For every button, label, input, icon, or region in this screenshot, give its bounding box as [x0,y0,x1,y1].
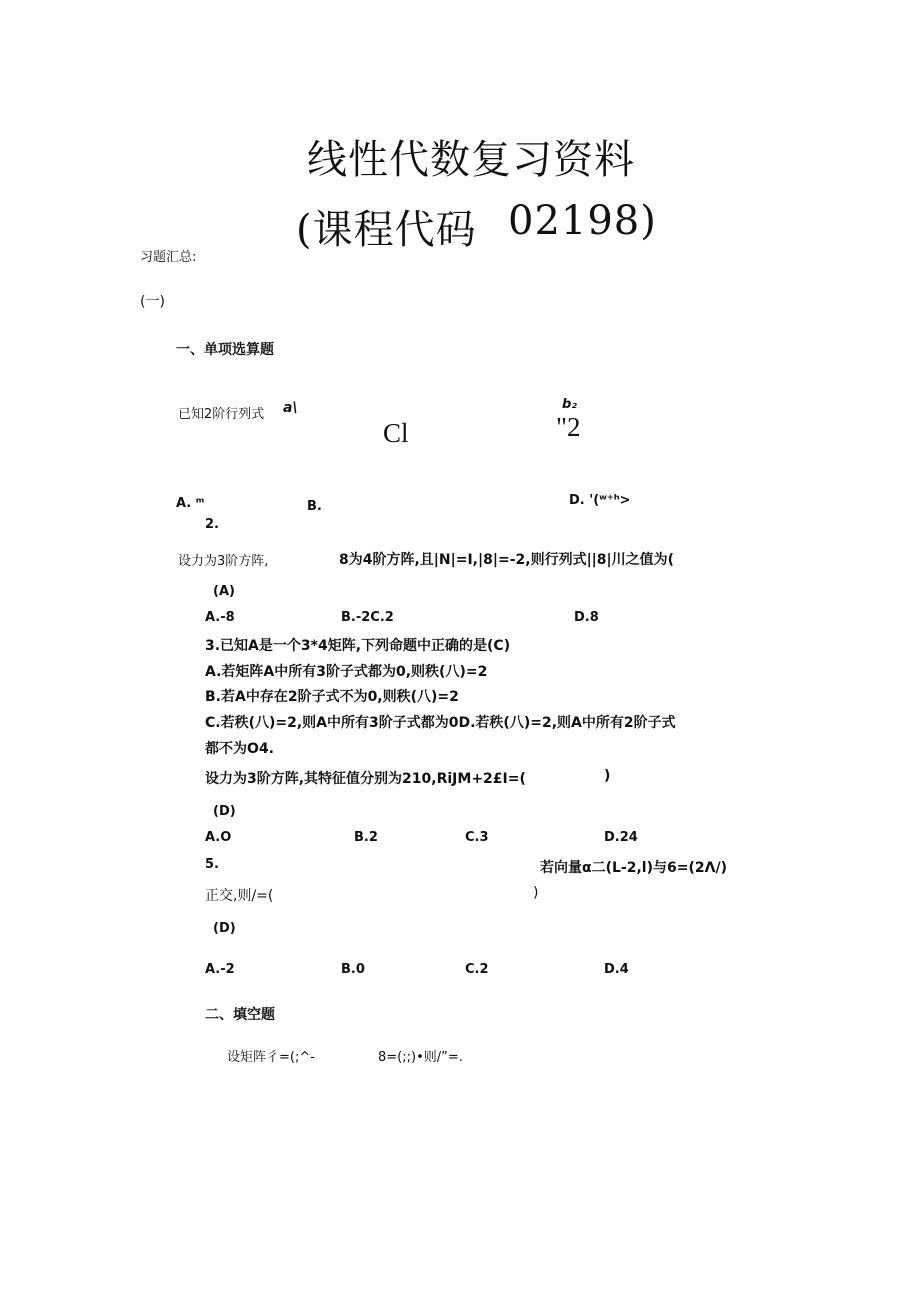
q4-option-d: D.24 [604,830,638,845]
q4-option-b: B.2 [354,830,378,845]
q1-quote2: "2 [556,412,581,442]
q2-stem-right: 8为4阶方阵,且|N|=I,|8|=-2,则行列式||8|川之值为( [339,552,675,568]
q3-option-a: A.若矩阵A中所有3阶子式都为0,则秩(八)=2 [205,664,488,680]
q3-option-cd: C.若秩(八)=2,则A中所有3阶子式都为0D.若秩(八)=2,则A中所有2阶子式 [205,715,676,731]
q1-option-d: D. '(ʷ⁺ʰ> [569,493,631,508]
part-label: (一) [140,294,165,310]
fill1-left: 设矩阵彳=(;^- [227,1050,315,1065]
q2-option-bc: B.-2C.2 [341,610,394,625]
q5-option-c: C.2 [465,962,489,977]
q2-option-a: A.-8 [205,610,235,625]
q5-option-d: D.4 [604,962,629,977]
q4-stem: 设力为3阶方阵,其特征值分别为210,RiJM+2£I=( [205,771,526,787]
q1-b2: b₂ [562,397,577,412]
q2-number: 2. [205,517,219,532]
q2-answer: (A) [213,584,235,599]
q4-option-a: A.O [205,830,232,845]
q3-option-cd-cont: 都不为O4. [205,741,274,757]
page-subtitle-course: (课程代码 [296,207,477,253]
q1-stem: 已知2阶行列式 [178,407,265,422]
q5-stem-right: 若向量α二(L-2,l)与6=(2Λ/) [540,860,727,876]
q4-close: ) [604,768,611,784]
q5-close: ) [533,885,539,901]
page-title: 线性代数复习资料 [307,137,635,183]
summary-label: 习题汇总: [140,250,197,265]
q3-option-b: B.若A中存在2阶子式不为0,则秩(八)=2 [205,689,459,705]
q1-option-a: A. ᵐ [176,496,205,511]
q1-mark-a: a\ [283,400,298,416]
page-subtitle-code: 02198) [508,198,657,244]
q5-stem-cont: 正交,则/=( [205,888,274,904]
q5-number: 5. [205,857,219,872]
q2-stem-left: 设力为3阶方阵, [178,554,269,569]
q2-option-d: D.8 [574,610,599,625]
q4-option-c: C.3 [465,830,489,845]
q4-answer: (D) [213,804,236,819]
section1-heading: 一、单项选算题 [176,342,274,358]
q5-option-a: A.-2 [205,962,235,977]
fill1-right: 8=(;;)•则/”=. [378,1050,463,1065]
section2-heading: 二、填空题 [205,1007,275,1023]
q5-answer: (D) [213,921,236,936]
q5-option-b: B.0 [341,962,365,977]
q1-cl: Cl [383,418,409,448]
q1-option-b: B. [307,499,322,514]
q3-stem: 3.已知A是一个3*4矩阵,下列命题中正确的是(C) [205,638,511,654]
